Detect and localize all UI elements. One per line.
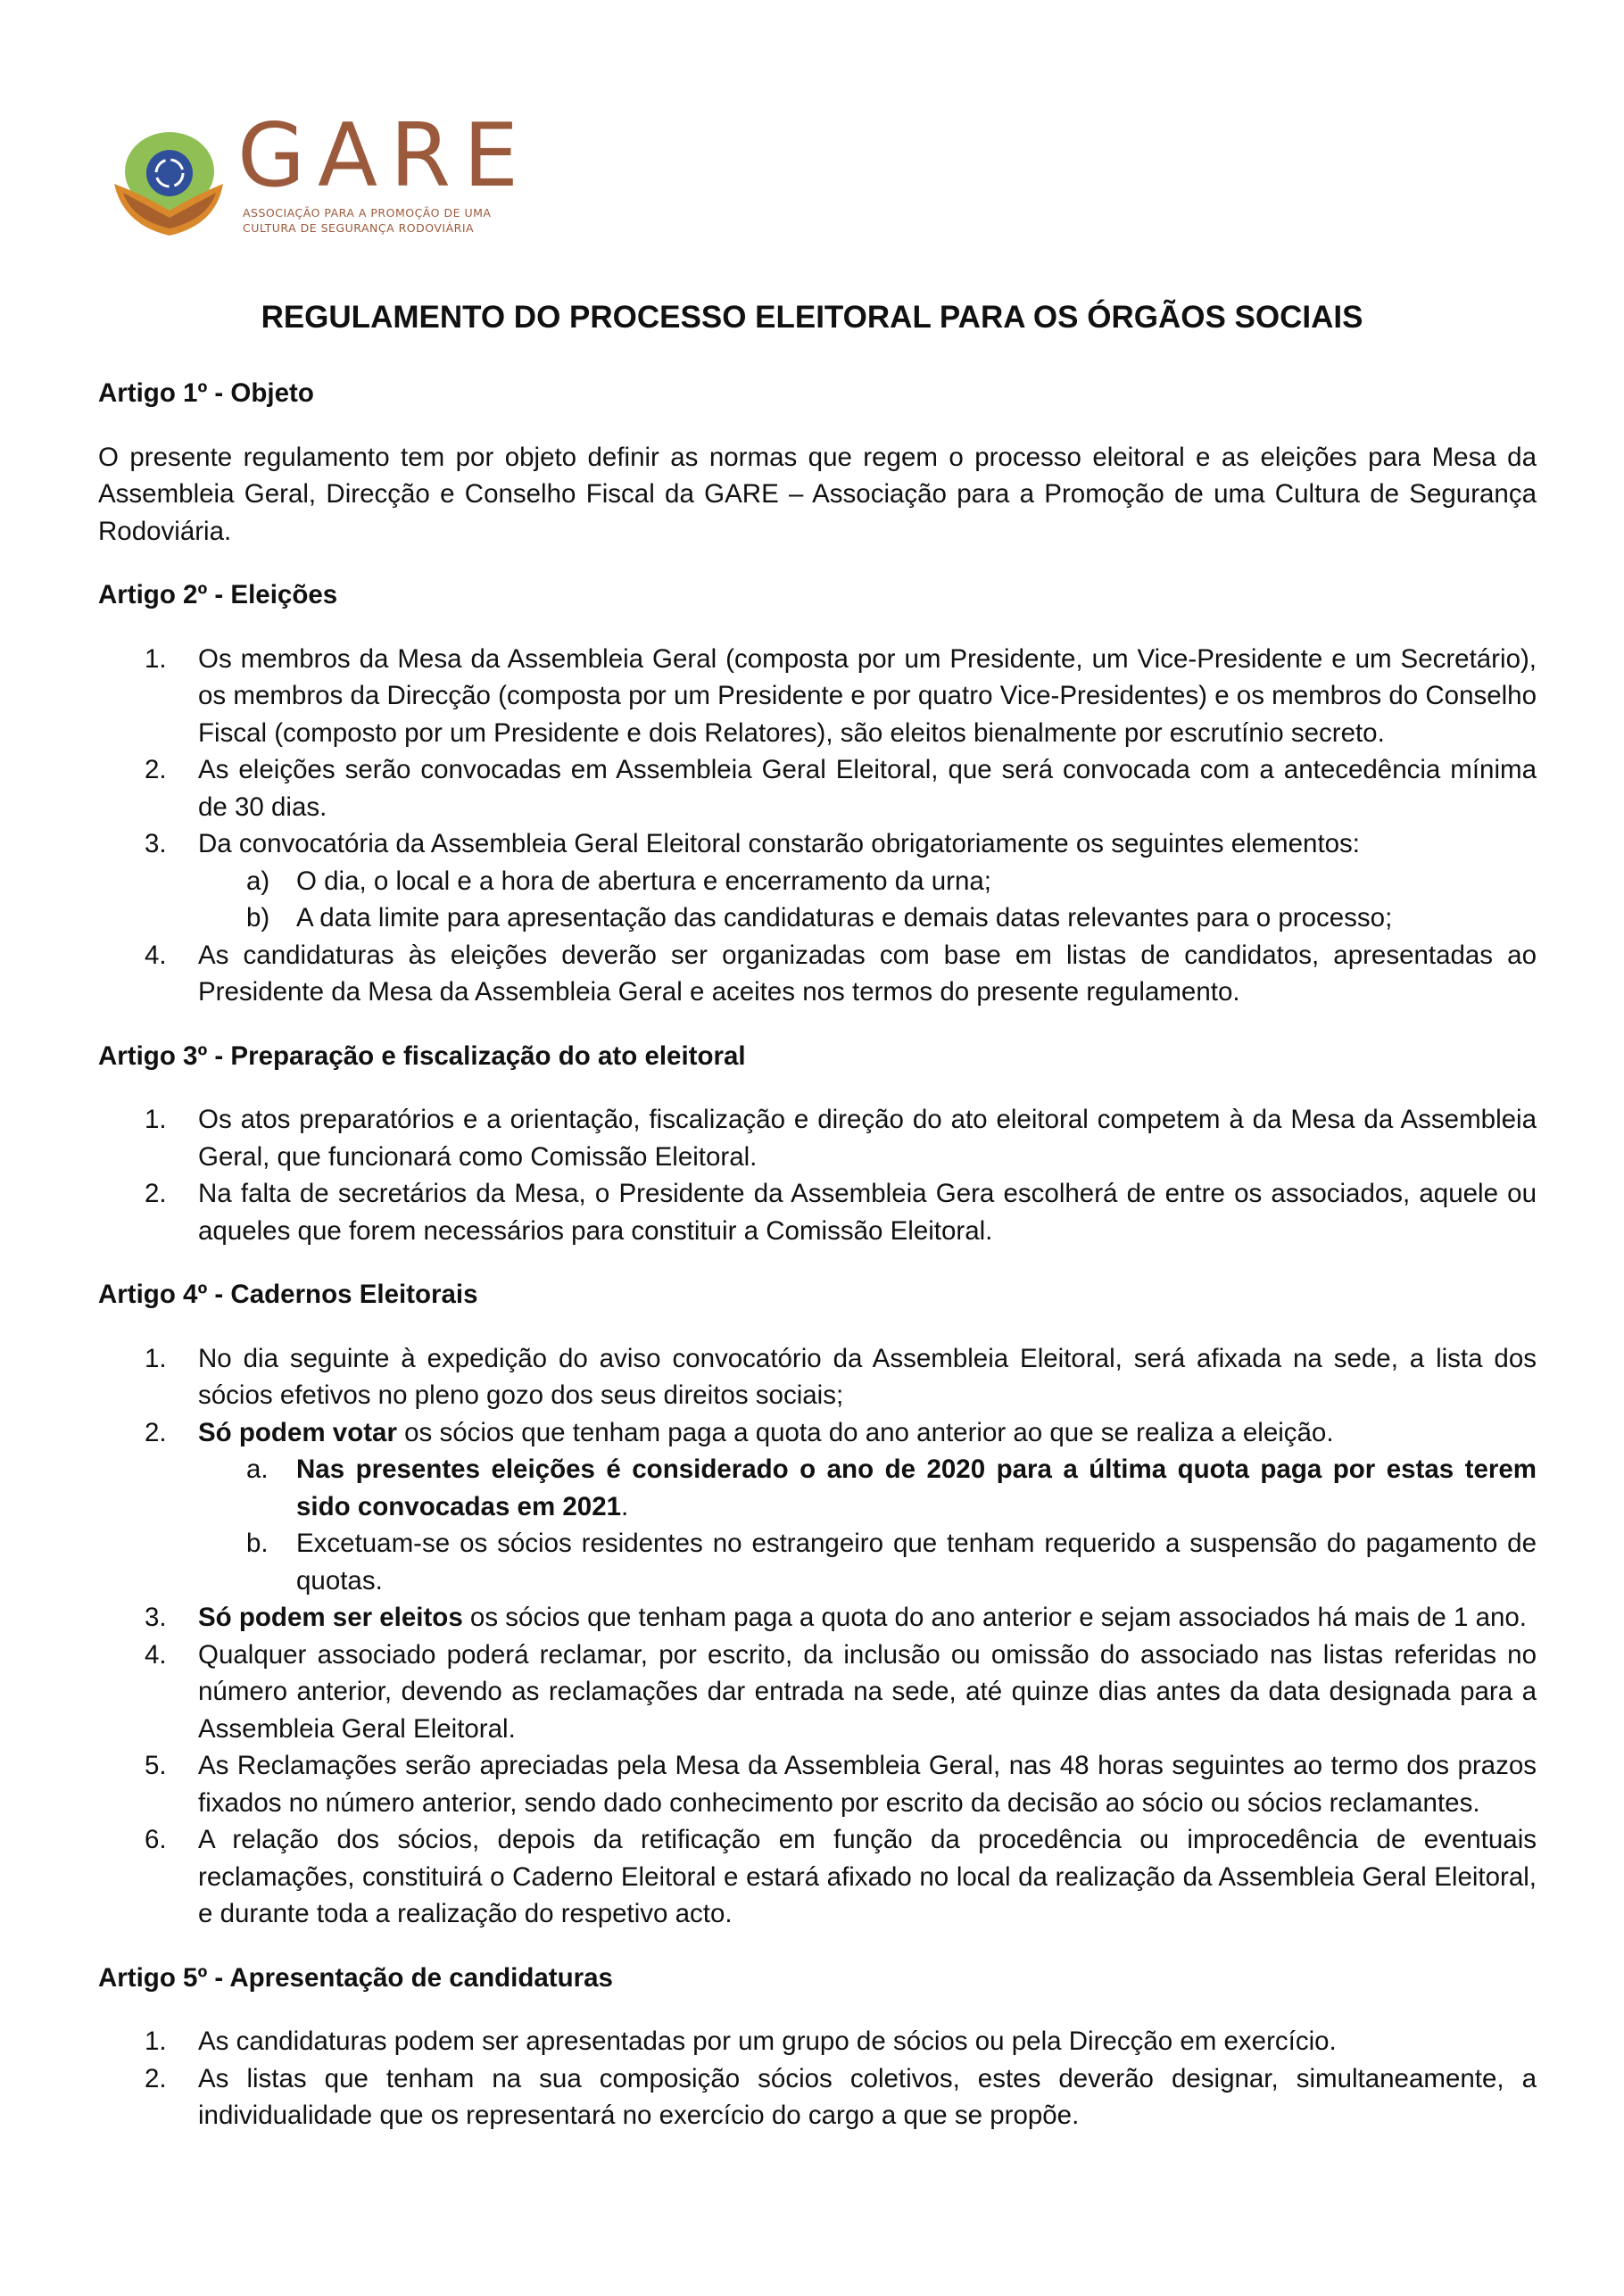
article-2-heading: Artigo 2º - Eleições bbox=[98, 580, 338, 609]
list-item: 1. As candidaturas podem ser apresentadas por um grupo de sócios ou pela Direcção em exercício. bbox=[145, 2027, 1337, 2056]
list-item: 2. Na falta de secretários da Mesa, o Presidente da Assembleia Gera escolherá de entre os associados, aquele ou aqueles que forem necessários para constituir a Comissão Eleitoral. bbox=[145, 1179, 1537, 1246]
document-body bbox=[98, 375, 1537, 2161]
sub-list-item: a. Nas presentes eleições é considerado o ano de 2020 para a última quota paga por estas terem sido convocadas em 2021. bbox=[246, 1455, 1537, 1521]
list-item: 1. No dia seguinte à expedição do aviso convocatório da Assembleia Eleitoral, será afixada na sede, a lista dos sócios efetivos no pleno gozo dos seus direitos sociais; bbox=[145, 1343, 1537, 1410]
list-item: 4. As candidaturas às eleições deverão ser organizadas com base em listas de candidatos, apresentadas ao Presidente da Mesa da Assembleia Geral e aceites nos termos do presente regulamento. bbox=[145, 940, 1537, 1007]
article-3-list bbox=[98, 1101, 1537, 1249]
list-item: 1. Os membros da Mesa da Assembleia Geral (composta por um Presidente, um Vice-Presidente e um Secretário), os membros da Direcção (composta por um Presidente e por quatro Vice-Presidentes) e os membros do Conselho Fiscal (composto por um Presidente e dois Relatores), são eleitos bienalmente por escrutínio secreto. bbox=[145, 643, 1537, 748]
list-item: 5. As Reclamações serão apreciadas pela Mesa da Assembleia Geral, nas 48 horas seguintes ao termo dos prazos fixados no número anterior, sendo dado conhecimento por escrito da decisão ao sócio ou sócios reclamantes. bbox=[145, 1751, 1537, 1818]
article-4-list bbox=[98, 1340, 1537, 1933]
list-item: 6. A relação dos sócios, depois da retificação em função da procedência ou improcedência de eventuais reclamações, constituirá o Caderno Eleitoral e estará afixado no local da realização da Assembleia Geral Eleitoral, e durante toda a realização do respetivo acto. bbox=[145, 1825, 1537, 1928]
article-2-list bbox=[98, 641, 1537, 1011]
document-title: REGULAMENTO DO PROCESSO ELEITORAL PARA OS ÓRGÃOS SOCIAIS bbox=[261, 300, 1363, 335]
list-item: 1. Os atos preparatórios e a orientação, fiscalização e direção do ato eleitoral competem à da Mesa da Assembleia Geral, que funcionará como Comissão Eleitoral. bbox=[145, 1105, 1537, 1172]
list-item: 4. Qualquer associado poderá reclamar, por escrito, da inclusão ou omissão do associado nas listas referidas no número anterior, devendo as reclamações dar entrada na sede, até quinze dias antes da data designada para a Assembleia Geral Eleitoral. bbox=[145, 1639, 1537, 1744]
article-2-sublist bbox=[198, 863, 1537, 937]
sub-list-item: b) A data limite para apresentação das candidaturas e demais datas relevantes para o processo; bbox=[246, 903, 1393, 932]
list-item: 3. Só podem ser eleitos os sócios que tenham paga a quota do ano anterior e sejam associados há mais de 1 ano. bbox=[145, 1603, 1527, 1632]
list-item: 2. As eleições serão convocadas em Assembleia Geral Eleitoral, que será convocada com a antecedência mínima de 30 dias. bbox=[145, 755, 1537, 822]
article-1-text: O presente regulamento tem por objeto definir as normas que regem o processo eleitoral e as eleições para Mesa da Assembleia Geral, Direcção e Conselho Fiscal da GARE – Associação para a Promoção de uma Cultura de Segurança Rodoviária. bbox=[98, 442, 1537, 546]
article-4-heading: Artigo 4º - Cadernos Eleitorais bbox=[98, 1280, 478, 1309]
list-item: 2. As listas que tenham na sua composição sócios coletivos, estes deverão designar, simultaneamente, a individualidade que os representará no exercício do cargo a que se propõe. bbox=[145, 2063, 1537, 2130]
logo-wordmark: GARE bbox=[237, 105, 531, 207]
list-item: 3. Da convocatória da Assembleia Geral Eleitoral constarão obrigatoriamente os seguintes elementos: a) O dia, o local e a hora de abertura e encerramento da urna; b) A data limite para apresentação das candidaturas e demais datas relevantes para o processo; bbox=[98, 825, 1537, 937]
article-4-sublist bbox=[198, 1451, 1537, 1599]
logo-tagline: ASSOCIAÇÃO PARA A PROMOÇÃO DE UMA CULTURA DE SEGURANÇA RODOVIÁRIA bbox=[243, 206, 492, 235]
sub-list-item: a) O dia, o local e a hora de abertura e encerramento da urna; bbox=[246, 866, 991, 896]
sub-list-item: b. Excetuam-se os sócios residentes no estrangeiro que tenham requerido a suspensão do pagamento de quotas. bbox=[246, 1529, 1537, 1596]
gare-logo bbox=[111, 105, 531, 245]
gare-emblem-icon bbox=[111, 125, 225, 239]
list-item: 2. Só podem votar os sócios que tenham paga a quota do ano anterior ao que se realiza a eleição. a. Nas presentes eleições é considerado o ano de 2020 para a última quota paga por estas terem sido convocadas em 2021. b. Excetuam-se os sócios residentes no estrangeiro que tenham requerido a suspensão do pagamento de quotas. bbox=[98, 1414, 1537, 1600]
article-3-heading: Artigo 3º - Preparação e fiscalização do ato eleitoral bbox=[98, 1040, 746, 1071]
article-1-heading: Artigo 1º - Objeto bbox=[98, 378, 314, 408]
article-5-list bbox=[98, 2023, 1537, 2134]
article-5-heading: Artigo 5º - Apresentação de candidaturas bbox=[98, 1962, 613, 1993]
